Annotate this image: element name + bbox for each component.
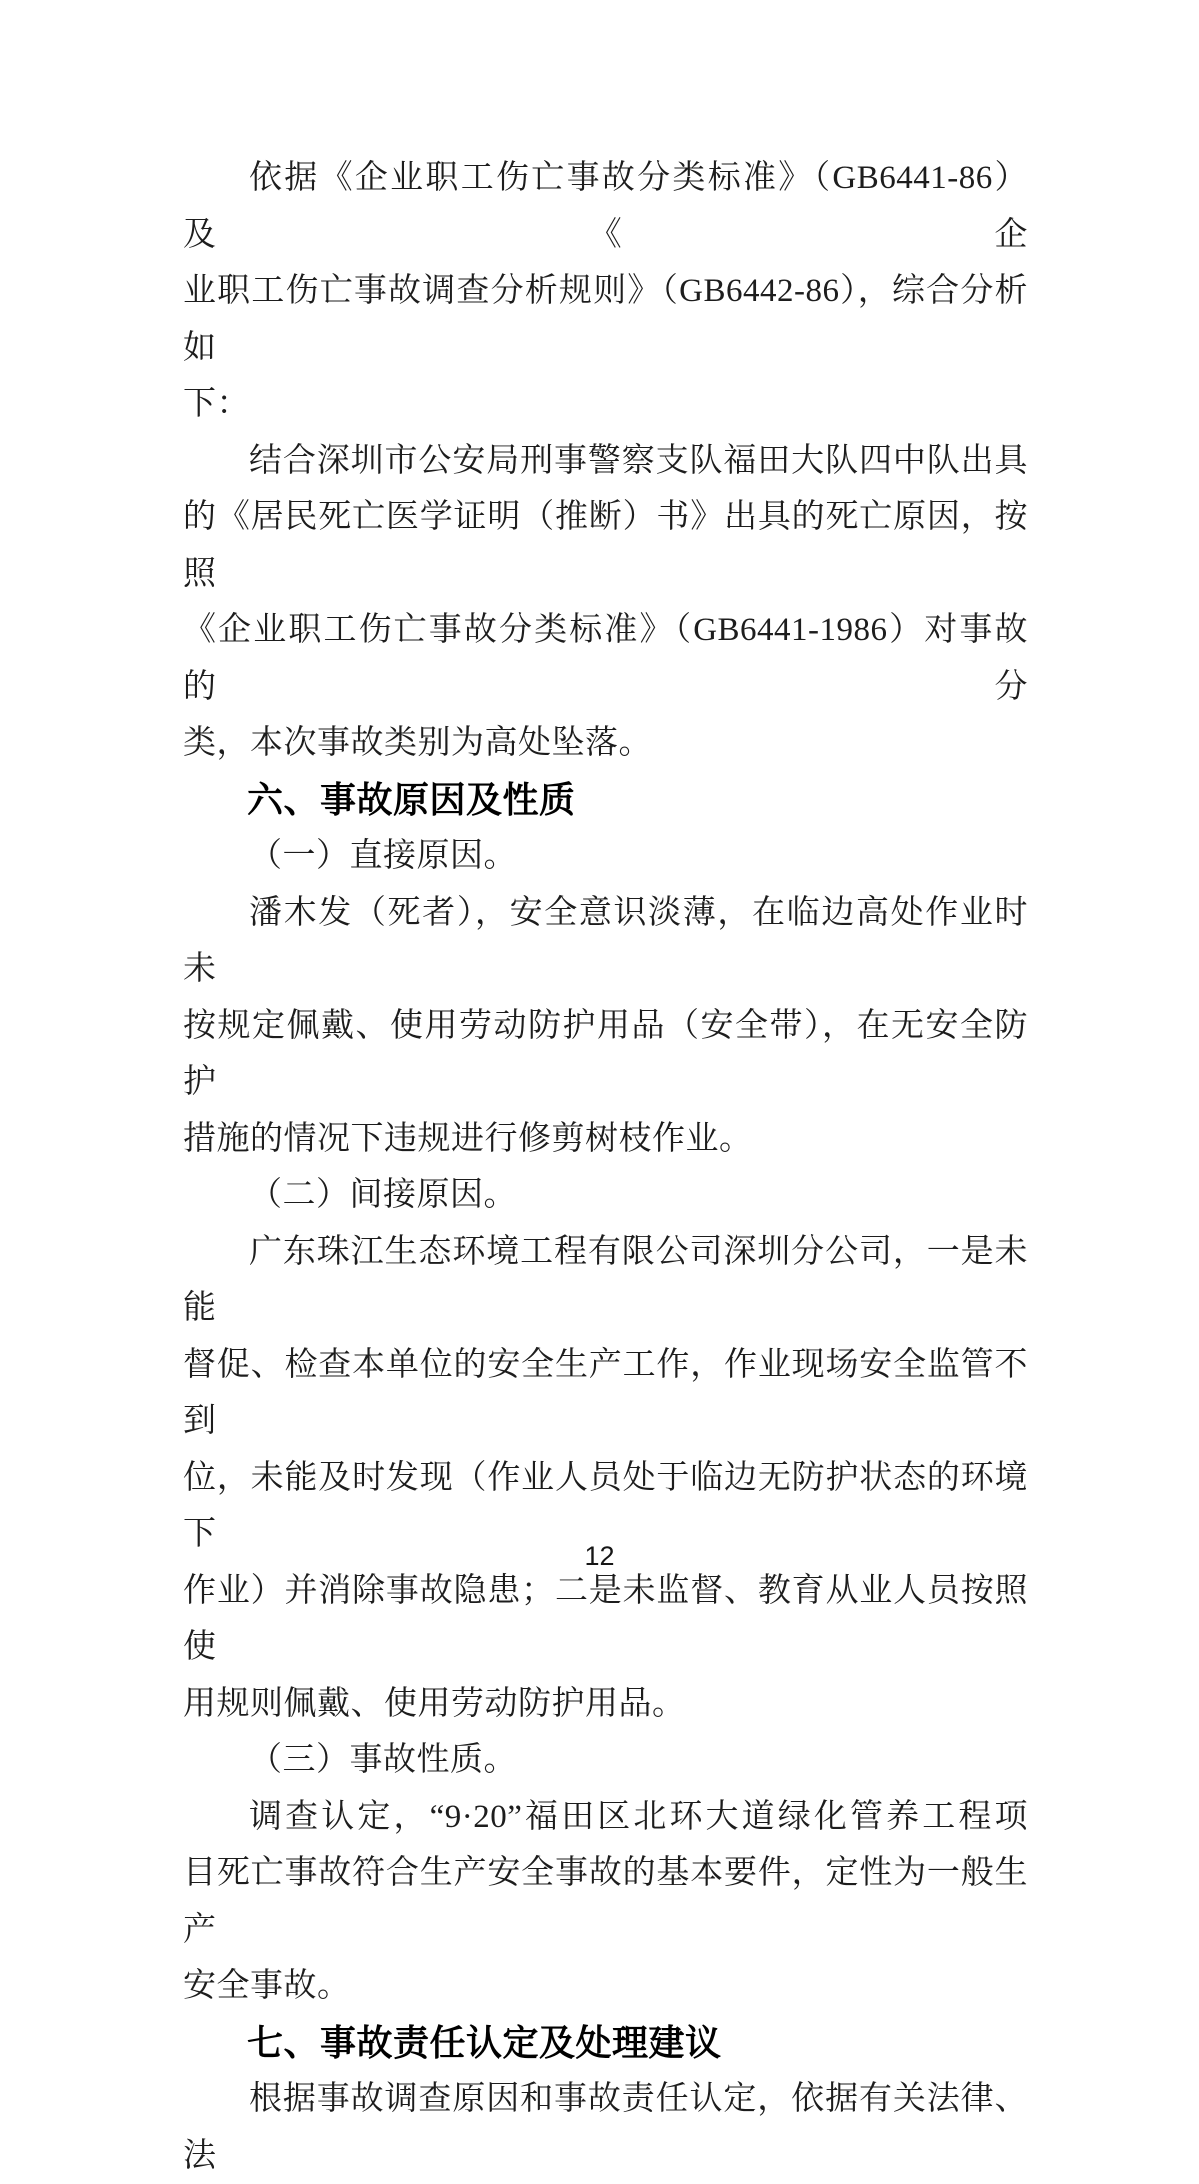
text-line: 类，本次事故类别为高处坠落。 bbox=[183, 725, 652, 761]
paragraph bbox=[183, 1167, 1028, 1224]
text-line: 目死亡事故符合生产安全事故的基本要件，定性为一般生产 bbox=[183, 1855, 1028, 1948]
paragraph bbox=[183, 150, 1028, 433]
text-line: 用规则佩戴、使用劳动防护用品。 bbox=[183, 1685, 686, 1722]
heading-line: 七、事故责任认定及处理建议 bbox=[247, 2021, 722, 2063]
text-line: 调查认定，“9·20”福田区北环大道绿化管养工程项 bbox=[249, 1798, 1028, 1835]
paragraph bbox=[183, 1732, 1028, 1789]
text-line: 位，未能及时发现（作业人员处于临边无防护状态的环境下 bbox=[183, 1459, 1028, 1552]
text-line: （二）间接原因。 bbox=[249, 1177, 517, 1213]
text-line: 按规定佩戴、使用劳动防护用品（安全带），在无安全防护 bbox=[183, 1007, 1028, 1100]
section-heading bbox=[183, 2015, 1028, 2072]
document-body bbox=[183, 150, 1028, 2184]
page-number: 12 bbox=[584, 1541, 615, 1571]
text-line: 广东珠江生态环境工程有限公司深圳分公司，一是未能 bbox=[183, 1233, 1028, 1326]
paragraph bbox=[183, 1224, 1028, 1733]
text-line: 措施的情况下违规进行修剪树枝作业。 bbox=[183, 1120, 753, 1157]
paragraph bbox=[183, 433, 1028, 772]
paragraph bbox=[183, 828, 1028, 885]
text-line: 作业）并消除事故隐患；二是未监督、教育从业人员按照使 bbox=[183, 1572, 1028, 1665]
text-line: 潘木发（死者），安全意识淡薄，在临边高处作业时未 bbox=[183, 894, 1028, 987]
text-line: 依据《企业职工伤亡事故分类标准》（GB6441-86）及《企 bbox=[183, 160, 1028, 253]
text-line: 的《居民死亡医学证明（推断）书》出具的死亡原因，按照 bbox=[183, 499, 1028, 592]
text-line: （三）事故性质。 bbox=[249, 1742, 517, 1778]
text-line: 安全事故。 bbox=[183, 1968, 351, 2004]
text-line: 业职工伤亡事故调查分析规则》（GB6442-86），综合分析如 bbox=[183, 273, 1028, 366]
paragraph bbox=[183, 885, 1028, 1168]
paragraph bbox=[183, 2071, 1028, 2184]
text-line: 结合深圳市公安局刑事警察支队福田大队四中队出具 bbox=[249, 442, 1028, 479]
text-line: 根据事故调查原因和事故责任认定，依据有关法律、法 bbox=[183, 2081, 1028, 2174]
paragraph bbox=[183, 1789, 1028, 2015]
text-line: 督促、检查本单位的安全生产工作，作业现场安全监管不到 bbox=[183, 1346, 1028, 1439]
text-line: （一）直接原因。 bbox=[249, 838, 517, 874]
section-heading bbox=[183, 772, 1028, 829]
heading-line: 六、事故原因及性质 bbox=[247, 778, 576, 820]
text-line: 下： bbox=[183, 386, 250, 422]
text-line: 《企业职工伤亡事故分类标准》（GB6441-1986）对事故的分 bbox=[183, 612, 1028, 705]
